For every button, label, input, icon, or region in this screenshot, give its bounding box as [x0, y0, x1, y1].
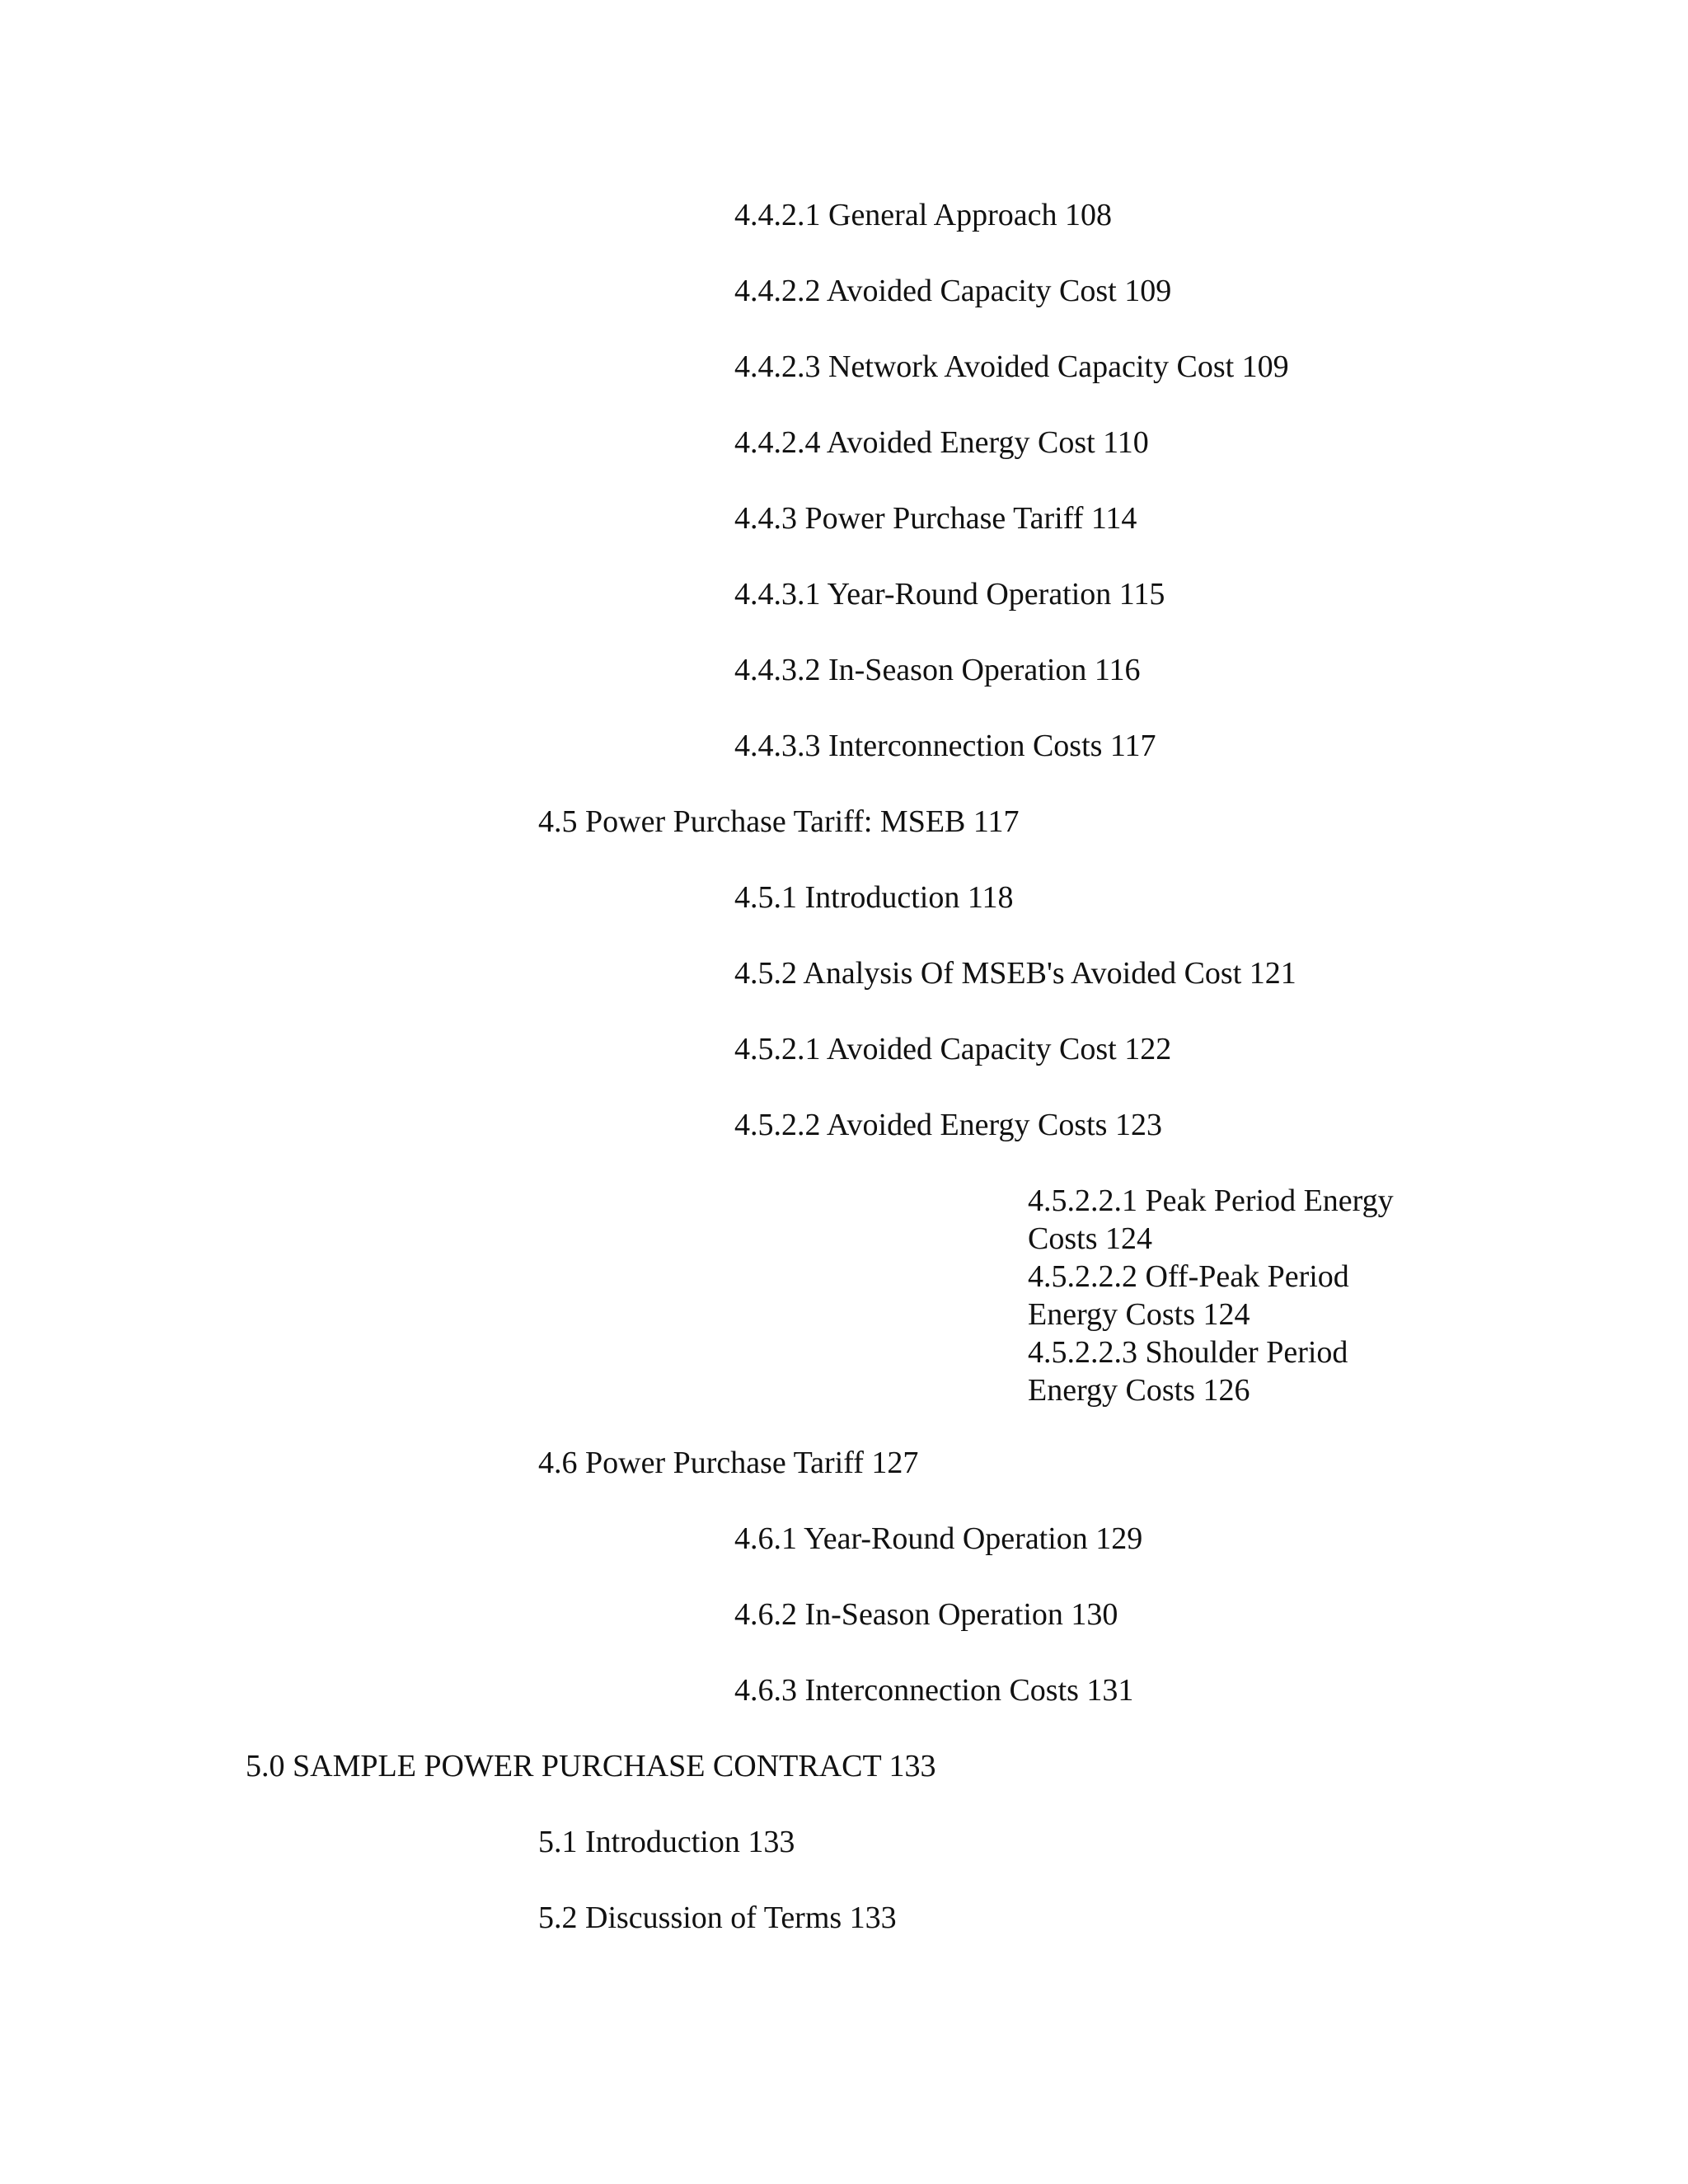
toc-entry-4-5-2-2-2[interactable]: 4.5.2.2.2 Off-Peak Period Energy Costs 124 [1028, 1259, 1349, 1332]
toc-entry-4-5-2-2-3[interactable]: 4.5.2.2.3 Shoulder Period Energy Costs 126 [1028, 1335, 1348, 1408]
toc-entry-4-5[interactable]: 4.5 Power Purchase Tariff: MSEB 117 [538, 804, 1020, 839]
toc-entry-4-5-1[interactable]: 4.5.1 Introduction 118 [734, 880, 1014, 915]
toc-entry-5-1[interactable]: 5.1 Introduction 133 [538, 1825, 795, 1859]
toc-entry-5-2[interactable]: 5.2 Discussion of Terms 133 [538, 1900, 897, 1935]
toc-entry-4-5-2-2[interactable]: 4.5.2.2 Avoided Energy Costs 123 [734, 1108, 1162, 1142]
toc-entry-4-4-2-3[interactable]: 4.4.2.3 Network Avoided Capacity Cost 109 [734, 349, 1289, 384]
toc-entry-4-4-2-4[interactable]: 4.4.2.4 Avoided Energy Cost 110 [734, 425, 1149, 460]
toc-entry-4-6[interactable]: 4.6 Power Purchase Tariff 127 [538, 1446, 919, 1480]
toc-entry-4-4-2-2[interactable]: 4.4.2.2 Avoided Capacity Cost 109 [734, 274, 1172, 308]
toc-entry-4-4-3[interactable]: 4.4.3 Power Purchase Tariff 114 [734, 501, 1137, 536]
toc-entry-4-4-3-3[interactable]: 4.4.3.3 Interconnection Costs 117 [734, 729, 1156, 763]
toc-entry-4-5-2[interactable]: 4.5.2 Analysis Of MSEB's Avoided Cost 121 [734, 956, 1296, 991]
toc-entry-4-4-3-2[interactable]: 4.4.3.2 In-Season Operation 116 [734, 653, 1141, 687]
toc-entry-4-4-3-1[interactable]: 4.4.3.1 Year-Round Operation 115 [734, 577, 1165, 612]
toc-entry-4-5-2-1[interactable]: 4.5.2.1 Avoided Capacity Cost 122 [734, 1032, 1172, 1066]
toc-entry-4-6-1[interactable]: 4.6.1 Year-Round Operation 129 [734, 1521, 1143, 1556]
toc-entry-4-4-2-1[interactable]: 4.4.2.1 General Approach 108 [734, 198, 1112, 232]
toc-entry-4-6-2[interactable]: 4.6.2 In-Season Operation 130 [734, 1597, 1118, 1632]
toc-entry-4-6-3[interactable]: 4.6.3 Interconnection Costs 131 [734, 1673, 1134, 1708]
toc-entry-4-5-2-2-1[interactable]: 4.5.2.2.1 Peak Period Energy Costs 124 [1028, 1183, 1394, 1256]
toc-entry-5-0[interactable]: 5.0 SAMPLE POWER PURCHASE CONTRACT 133 [246, 1749, 936, 1783]
